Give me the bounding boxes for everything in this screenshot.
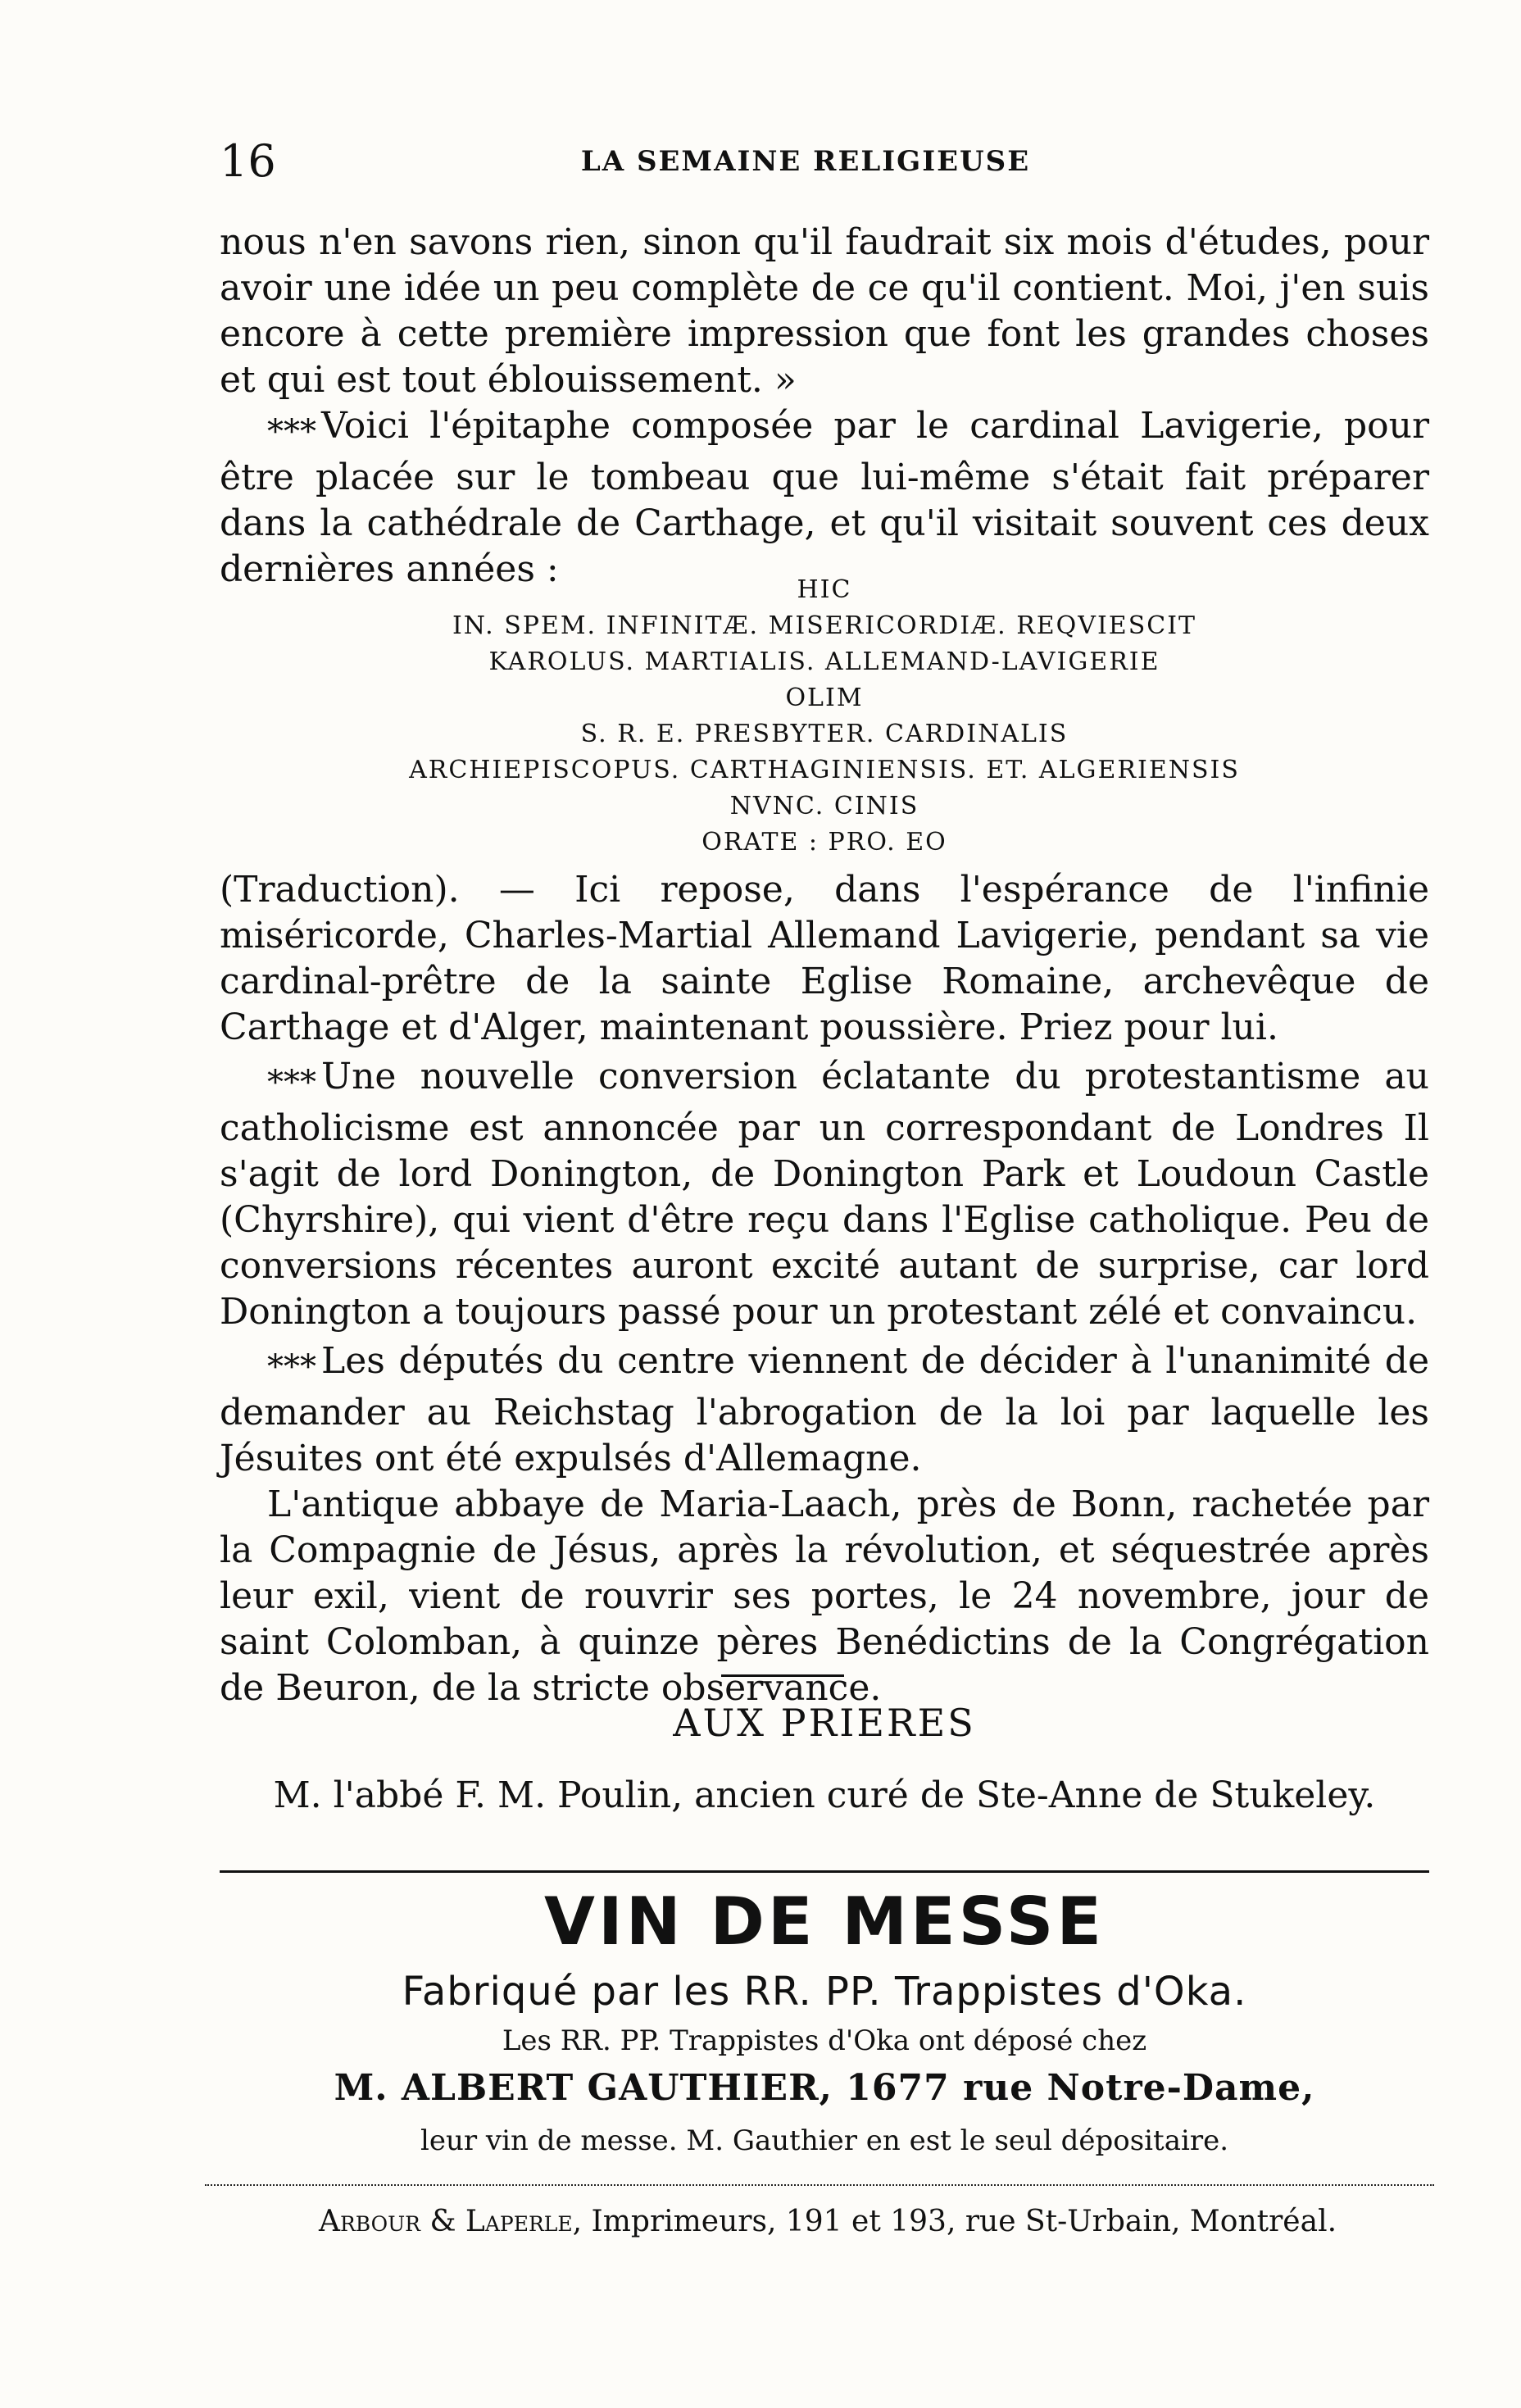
ad-dealer-address: M. ALBERT GAUTHIER, 1677 rue Notre-Dame, <box>334 2067 1315 2109</box>
epitaph-line: NVNC. CINIS <box>729 792 919 820</box>
paragraph-conversion-text: Une nouvelle conversion éclatante du protestantisme au catholicisme est annoncée par un correspondant de Londres Il s'agit de lord Donington, de Donington Park et Loudoun Castle (Chyrshire), qui vient d'être reçu dans l'Eglise catholique. Peu de conversions récentes auront excité autant de surprise, car lord Donington a toujours passé pour un protestant zélé et convaincu. <box>220 1056 1429 1333</box>
ad-headline: VIN DE MESSE <box>544 1883 1105 1960</box>
text-block-top <box>220 220 1429 593</box>
epitaph-line: S. R. E. PRESBYTER. CARDINALIS <box>580 720 1069 748</box>
paragraph-continuation: nous n'en savons rien, sinon qu'il faudrait six mois d'études, pour avoir une idée un peu complète de ce qu'il contient. Moi, j'en suis encore à cette première impression que font les grandes choses et qui est tout éblouissement. » <box>220 221 1429 401</box>
advertisement-divider <box>220 1870 1429 1873</box>
footer-divider <box>205 2184 1434 2186</box>
ad-line: Les RR. PP. Trappistes d'Oka ont déposé chez <box>502 2024 1147 2057</box>
ad-line: leur vin de messe. M. Gauthier en est le seul dépositaire. <box>420 2124 1229 2157</box>
page-number: 16 <box>220 135 276 187</box>
paragraph-reichstag-text: Les députés du centre viennent de décider à l'unanimité de demander au Reichstag l'abrogation de la loi par laquelle les Jésuites ont été expulsés d'Allemagne. <box>220 1340 1429 1479</box>
epitaph-line: KAROLUS. MARTIALIS. ALLEMAND-LAVIGERIE <box>488 647 1160 676</box>
paragraph-epitaph-intro <box>220 403 1429 593</box>
asterism: * * * <box>267 1348 313 1386</box>
paragraph-epitaph-intro-text: Voici l'épitaphe composée par le cardinal Lavigerie, pour être placée sur le tombeau que lui-même s'était fait préparer dans la cathédrale de Carthage, et qu'il visitait souvent ces deux dernières années : <box>220 405 1429 590</box>
prayers-entry: M. l'abbé F. M. Poulin, ancien curé de Ste-Anne de Stukeley. <box>273 1774 1376 1816</box>
printer-address: Imprimeurs, 191 et 193, rue St-Urbain, Montréal. <box>582 2205 1337 2238</box>
paragraph-translation: (Traduction). — Ici repose, dans l'espérance de l'infinie miséricorde, Charles-Martial Allemand Lavigerie, pendant sa vie cardinal-prêtre de la sainte Eglise Romaine, archevêque de Carthage et d'Alger, maintenant poussière. Priez pour lui. <box>220 869 1429 1048</box>
paragraph-maria-laach: L'antique abbaye de Maria-Laach, près de Bonn, rachetée par la Compagnie de Jésus, après la révolution, et séquestrée après leur exil, vient de rouvrir ses portes, le 24 novembre, jour de saint Colomban, à quinze pères Benédictins de la Congrégation de Beuron, de la stricte observance. <box>220 1483 1429 1709</box>
epitaph <box>220 572 1429 861</box>
paragraph-reichstag <box>220 1338 1429 1482</box>
printer-imprint <box>238 2205 1418 2238</box>
running-head: LA SEMAINE RELIGIEUSE <box>580 145 1031 178</box>
epitaph-line: HIC <box>797 575 852 604</box>
epitaph-line: IN. SPEM. INFINITÆ. MISERICORDIÆ. REQVIESCIT <box>452 611 1197 640</box>
section-divider <box>721 1674 844 1677</box>
text-block-bottom <box>220 867 1429 1711</box>
epitaph-line: ORATE : PRO. EO <box>701 828 947 856</box>
asterism: * * * <box>267 413 313 451</box>
epitaph-line: ARCHIEPISCOPUS. CARTHAGINIENSIS. ET. ALGERIENSIS <box>409 756 1240 784</box>
prayers-title: AUX PRIERES <box>673 1701 976 1745</box>
epitaph-line: OLIM <box>785 684 864 712</box>
paragraph-conversion <box>220 1054 1429 1335</box>
ad-subheadline: Fabriqué par les RR. PP. Trappistes d'Oka. <box>402 1969 1247 2015</box>
page-header <box>195 135 1416 193</box>
printer-names: Arbour & Laperle, <box>318 2205 583 2238</box>
asterism: * * * <box>267 1064 313 1102</box>
